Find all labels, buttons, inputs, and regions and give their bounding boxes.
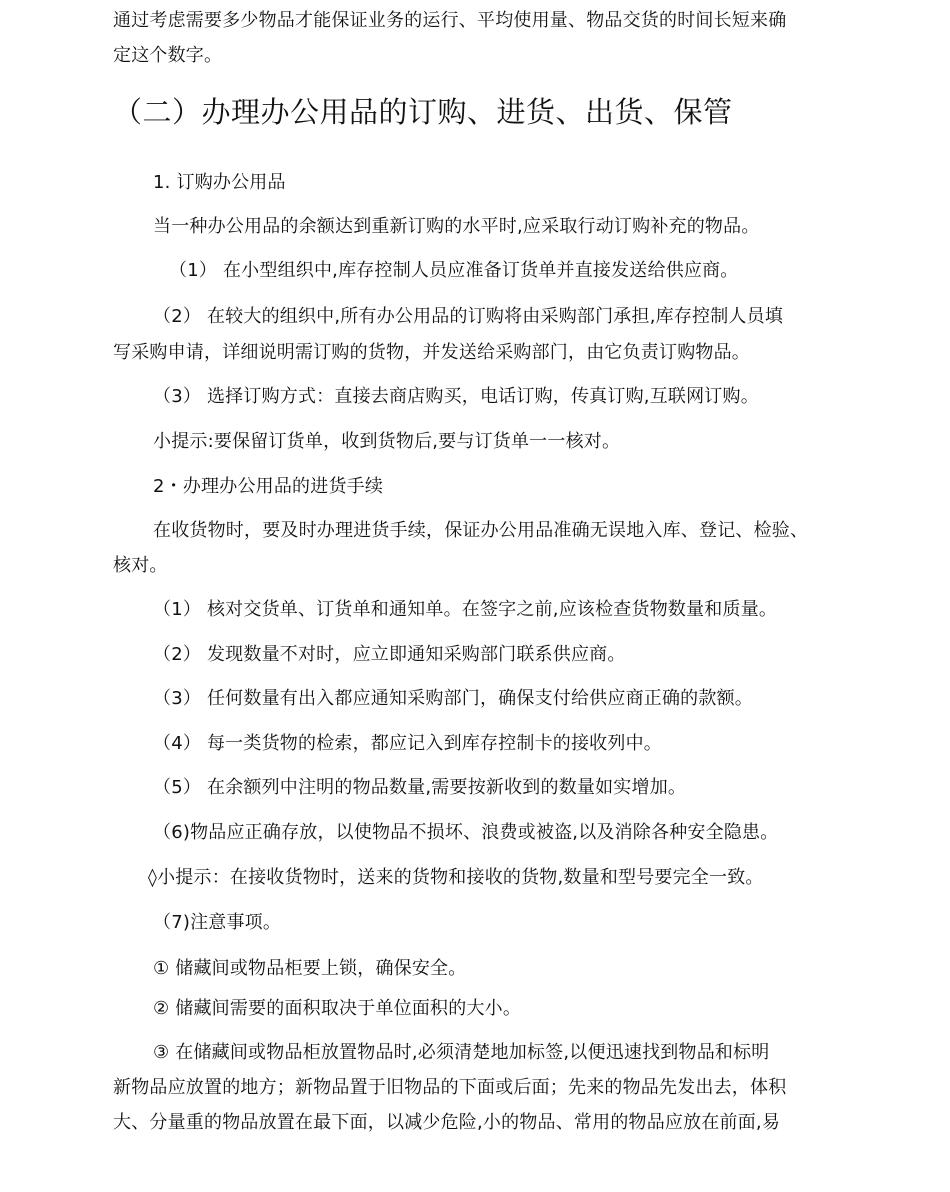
item1-title: 1. 订购办公用品 bbox=[153, 172, 286, 193]
receive-step-4: （4） 每一类货物的检索，都应记入到库存控制卡的接收列中。 bbox=[153, 733, 662, 754]
receive-step-5: （5） 在余额列中注明的物品数量,需要按新收到的数量如实增加。 bbox=[153, 777, 687, 798]
receive-step-2: （2） 发现数量不对时，应立即通知采购部门联系供应商。 bbox=[153, 644, 626, 665]
item1-description: 当一种办公用品的余额达到重新订购的水平时,应采取行动订购补充的物品。 bbox=[153, 216, 760, 237]
item2-title: 2・办理办公用品的进货手续 bbox=[153, 476, 384, 497]
intro-line-2: 定这个数字。 bbox=[113, 45, 223, 66]
note-3-line-1: ③ 在储藏间或物品柜放置物品时,必须清楚地加标签,以便迅速找到物品和标明 bbox=[153, 1042, 770, 1063]
receive-step-6: （6)物品应正确存放，以使物品不损坏、浪费或被盗,以及消除各种安全隐患。 bbox=[153, 822, 779, 843]
item2-description-line-2: 核对。 bbox=[113, 555, 168, 576]
order-step-2-line-2: 写采购申请，详细说明需订购的货物，并发送给采购部门，由它负责订购物品。 bbox=[113, 342, 750, 363]
note-2: ② 储藏间需要的面积取决于单位面积的大小。 bbox=[153, 998, 522, 1019]
receive-step-7: （7)注意事项。 bbox=[153, 912, 282, 933]
receive-step-3: （3） 任何数量有出入都应通知采购部门，确保支付给供应商正确的款额。 bbox=[153, 688, 753, 709]
order-step-1: （1） 在小型组织中,库存控制人员应准备订货单并直接发送给供应商。 bbox=[169, 260, 739, 281]
order-step-3: （3） 选择订购方式：直接去商店购买，电话订购，传真订购,互联网订购。 bbox=[153, 386, 759, 407]
tip-2: ◊小提示：在接收货物时，送来的货物和接收的货物,数量和型号要完全一致。 bbox=[148, 867, 764, 888]
section-heading: （二）办理办公用品的订购、进货、出货、保管 bbox=[113, 95, 733, 129]
order-step-2-line-1: （2） 在较大的组织中,所有办公用品的订购将由采购部门承担,库存控制人员填 bbox=[153, 306, 784, 327]
receive-step-1: （1） 核对交货单、订货单和通知单。在签字之前,应该检查货物数量和质量。 bbox=[153, 599, 778, 620]
note-3-line-3: 大、分量重的物品放置在最下面，以减少危险,小的物品、常用的物品应放在前面,易 bbox=[113, 1112, 781, 1133]
tip-1: 小提示:要保留订货单，收到货物后,要与订货单一一核对。 bbox=[153, 431, 621, 452]
note-1: ① 储藏间或物品柜要上锁，确保安全。 bbox=[153, 958, 467, 979]
intro-line-1: 通过考虑需要多少物品才能保证业务的运行、平均使用量、物品交货的时间长短来确 bbox=[113, 10, 787, 31]
note-3-line-2: 新物品应放置的地方；新物品置于旧物品的下面或后面；先来的物品先发出去，体积 bbox=[113, 1077, 787, 1098]
item2-description-line-1: 在收货物时，要及时办理进货手续，保证办公用品准确无误地入库、登记、检验、 bbox=[153, 520, 809, 541]
